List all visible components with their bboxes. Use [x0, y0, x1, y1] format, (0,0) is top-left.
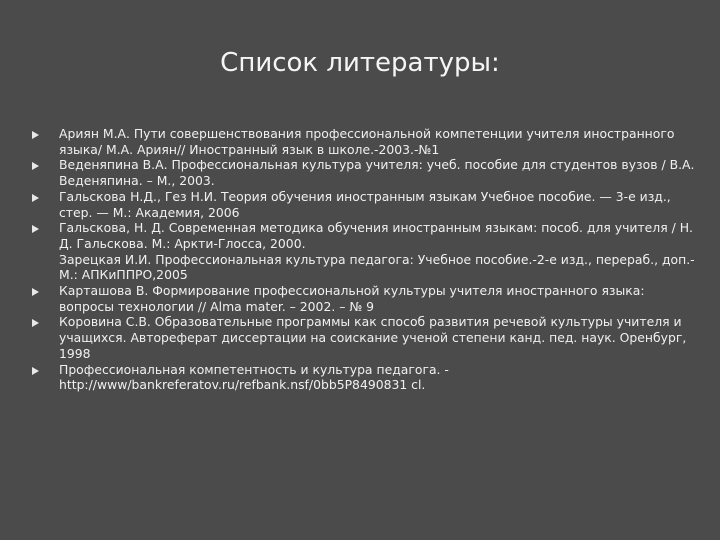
triangle-right-icon: [32, 131, 39, 139]
reference-line: М.: АПКиППРО,2005: [59, 267, 188, 283]
reference-line: 1998: [59, 345, 91, 361]
reference-line: Профессиональная компетентность и культура педагога. -: [59, 361, 449, 377]
reference-line: языка/ М.А. Ариян// Иностранный язык в школе.-2003.-№1: [59, 141, 440, 157]
reference-item-3: [32, 189, 700, 220]
reference-item-4: [32, 220, 700, 283]
reference-line: стер. — М.: Академия, 2006: [59, 204, 240, 220]
reference-line: Д. Гальскова. М.: Аркти-Глосса, 2000.: [59, 235, 306, 251]
slide-title: Список литературы:: [220, 48, 500, 78]
triangle-right-icon: [32, 367, 39, 375]
reference-line: Веденяпина В.А. Профессиональная культура учителя: учеб. пособие для студентов вузов / В.А.: [59, 157, 695, 173]
reference-item-5: [32, 283, 700, 314]
reference-item-7: [32, 362, 700, 393]
triangle-right-icon: [32, 194, 39, 202]
reference-line: Карташова В. Формирование профессиональной культуры учителя иностранного языка:: [59, 283, 645, 299]
reference-line: http://www/bankreferatov.ru/refbank.nsf/0bb5P8490831 cl.: [59, 377, 426, 393]
reference-list: [32, 126, 700, 393]
reference-item-1: [32, 126, 700, 157]
triangle-right-icon: [32, 288, 39, 296]
reference-line: Коровина С.В. Образовательные программы как способ развития речевой культуры учителя и: [59, 314, 682, 330]
triangle-right-icon: [32, 319, 39, 327]
reference-line: Зарецкая И.И. Профессиональная культура педагога: Учебное пособие.-2-е изд., перераб., доп.-: [59, 251, 695, 267]
reference-line: вопросы технологии // Alma mater. – 2002. – № 9: [59, 298, 375, 314]
reference-line: Гальскова, Н. Д. Современная методика обучения иностранным языкам: пособ. для учителя / Н.: [59, 220, 693, 236]
reference-item-2: [32, 157, 700, 188]
reference-line: Ариян М.А. Пути совершенствования профессиональной компетенции учителя иностранного: [59, 126, 675, 141]
reference-line: учащихся. Автореферат диссертации на соискание ученой степени канд. пед. наук. Оренбург,: [59, 330, 687, 346]
reference-line: Веденяпина. – М., 2003.: [59, 173, 215, 189]
triangle-right-icon: [32, 225, 39, 233]
reference-item-6: [32, 314, 700, 361]
reference-line: Гальскова Н.Д., Гез Н.И. Теория обучения иностранным языкам Учебное пособие. — 3-е изд.,: [59, 188, 671, 204]
triangle-right-icon: [32, 162, 39, 170]
